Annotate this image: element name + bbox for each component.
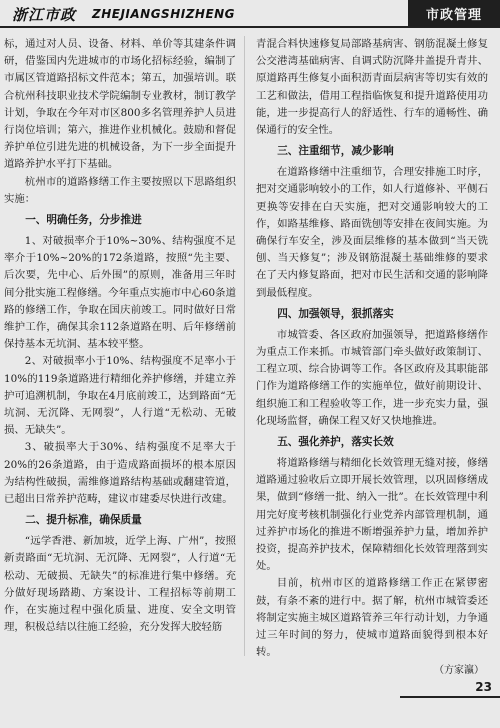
brand-logo: 浙江市政 <box>12 6 77 24</box>
section-label: 市政管理 <box>408 0 500 27</box>
paragraph: 在道路修缮中注重细节，合理安排施工时序，把对交通影响较小的工作，如人行道修补、平侧石更换等安排在白天实施，把对交通影响较大的工作，如路基维修、路面铣刨等安排在夜间实施。为确保行车安全，涉及面层维修的基本做到“当天铣刨、当天修复”；涉及钢筋混凝土基础维修的要求在了天内修复路面，把对市民生活和交通的影响降到最低程度。 <box>256 166 488 299</box>
paragraph: 3、破损率大于30%、结构强度不足率大于20%的26条道路，由于造成路面损坏的根本原因为结构性破损，需维修道路结构基础或翻建管道，已超出日常养护范畴，建议市建委尽快进行改建。 <box>4 441 236 506</box>
section-heading: 二、提升标准，确保质量 <box>25 514 142 527</box>
column-divider <box>244 36 245 656</box>
paragraph: 杭州市的道路修缮工作主要按照以下思路组织实施： <box>4 175 236 205</box>
footer-rule <box>400 696 500 698</box>
author-signature <box>256 662 488 679</box>
paragraph: “远学香港、新加坡，近学上海、广州”，按照新责路面“无坑洞、无沉降、无网裂”，人行道“无松动、无破损、无缺失”的标准进行集中修缮。充分做好现场踏勘、方案设计、工程招标等前期工作，在实施过程中强化质量、进度、安全文明管理，积极总结以往施工经验，充分发挥大胶轻筋 <box>4 535 236 634</box>
paragraph: 目前，杭州市区的道路修缮工作正在紧锣密鼓，有条不紊的进行中。据了解，杭州市城管委还将制定实施主城区道路管养三年行动计划，力争通过三年时间的努力，使城市道路面貌得到根本好转。 <box>256 577 488 659</box>
paragraph: 市城管委、各区政府加强领导，把道路修缮作为重点工作来抓。市城管部门牵头做好政策制订、工程立项、综合协调等工作。各区政府及其职能部门作为道路修缮工作的实施单位，做好前期设计、组织施工和工程验收等工作，进一步充实力量，强化现场监督，确保工程又好又快地推进。 <box>256 328 488 427</box>
paragraph: 将道路修缮与精细化长效管理无缝对接，修缮道路通过验收后立即开展长效管理，以巩固修缮成果，做到“修缮一批、纳入一批”。在长效管理中利用完好度考核机制强化行业党养内部管理机制，通过养护市场化的推进不断增强养护力量，增加养护投资，提高养护技术，保障精细化长效管理落到实处。 <box>256 457 488 573</box>
right-column <box>256 36 488 679</box>
section-heading: 一、明确任务，分步推进 <box>25 214 142 227</box>
brand-english-name: ZHEJIANGSHIZHENG <box>92 7 236 21</box>
paragraph: 1、对破损率介于10%~30%、结构强度不足率介于10%~20%的172条道路，按照“先主要、后次要，先中心、后外围”的原则，准备用三年时间分批实施工程修缮。今年重点实施市中心60条道路的修缮工作，争取在国庆前竣工。同时做好日常维护工作，确保其余112条道路在明、后年修缮前保持基本无坑洞、基本较平整。 <box>4 235 236 351</box>
paragraph: 标，通过对人员、设备、材料、单价等其建条件调研，借鉴国内先进城市的市场化招标经验，编制了市属区管道路招标文件范本；第五，加强培训。联合杭州科技职业技术学院编制专业教材，制订教学计划，争取在今年对市区800多名管理养护人员进行岗位培训；第六，推进作业机械化。鼓励和督促养护单位引进先进的机械设备，为下一步全面提升道路养护水平打下基础。 <box>4 38 236 171</box>
page-header <box>0 0 500 36</box>
author-name: （方家瀛） <box>434 664 484 676</box>
section-heading: 四、加强领导，狠抓落实 <box>277 307 394 320</box>
left-column <box>4 36 236 637</box>
section-heading: 五、强化养护，落实长效 <box>277 436 394 449</box>
paragraph: 青混合料快速修复局部路基病害、钢筋混凝土修复公交港湾基础病害、自调式防沉降井盖提升青井、原道路再生修复小面积沥青面层病害等切实有效的工艺和做法，借用工程指临恢复和提升道路使用功能，进一步提高行人的舒适性、行车的通畅性、确保通行的安全性。 <box>256 38 488 137</box>
section-heading: 三、注重细节，减少影响 <box>277 145 394 158</box>
page-number: 23 <box>475 680 492 694</box>
paragraph: 2、对破损率小于10%、结构强度不足率小于10%的119条道路进行精细化养护修缮，并建立养护可追溯机制，争取在4月底前竣工，达到路面“无坑洞、无沉降、无网裂”，人行道“无松动、无破损、无缺失”。 <box>4 355 236 437</box>
